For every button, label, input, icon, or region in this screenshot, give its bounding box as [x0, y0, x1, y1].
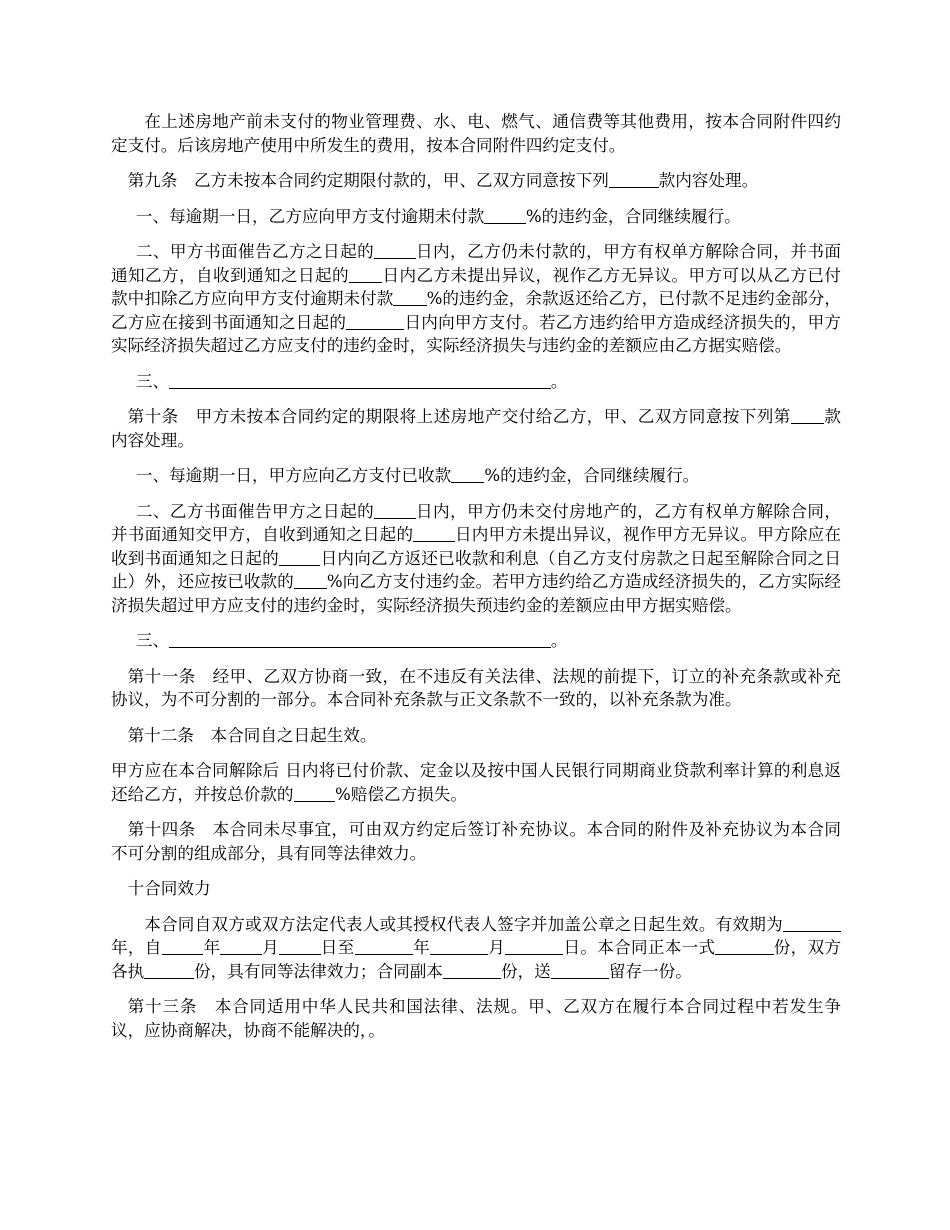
paragraph-text: 日内乙方未提出异议，视作乙方无异议。甲方可以从乙方已付款中扣除乙方应向甲方支付逾期未付款 [111, 265, 841, 308]
paragraph-text: 款内容处理。 [658, 171, 759, 190]
article-9 [111, 169, 841, 193]
paragraph-text: 日内，甲方仍未交付房地产的，乙方有权单方解除合同，并书面通知交甲方，自收到通知之日起的 [111, 501, 841, 544]
validity-paragraph [111, 913, 841, 984]
paragraph-text: 份，送 [500, 961, 551, 981]
article-10-clause-1 [111, 464, 841, 488]
article-10 [111, 405, 841, 452]
article-9-clause-2 [111, 240, 841, 358]
blank-line [355, 937, 413, 955]
paragraph-text: %的违约金，余款返还给乙方，已付款不足违约金部分，乙方应在接到书面通知之日起的 [111, 289, 841, 332]
article-10-clause-3 [111, 629, 841, 653]
blank-line [430, 937, 488, 955]
paragraph-text: 日内向甲方支付。若乙方违约给甲方造成经济损失的，甲方实际经济损失超过乙方应支付的违约金时，实际经济损失与违约金的差额应由乙方据实赔偿。 [111, 312, 842, 355]
paragraph-text: 第十条 甲方未按本合同约定的期限将上述房地产交付给乙方，甲、乙双方同意按下列第 [127, 407, 791, 426]
document-body [111, 110, 841, 1054]
paragraph-text: 。 [550, 631, 568, 650]
paragraph-text: 一、每逾期一日，乙方应向甲方支付逾期未付款 [135, 206, 485, 226]
paragraph-text: 份，具有同等法律效力；合同副本 [193, 961, 443, 981]
blank-line [279, 548, 321, 566]
paragraph-text: 日内，乙方仍未付款的，甲方有权单方解除合同，并书面通知乙方，自收到通知之日起的 [111, 242, 841, 285]
paragraph-text: 第十一条 经甲、乙双方协商一致，在不违反有关法律、法规的前提下，订立的补充条款或补充协议，为不可分割的一部分。本合同补充条款与正文条款不一致的，以补充条款为准。 [111, 666, 841, 709]
article-12 [111, 724, 841, 748]
article-10-clause-2 [111, 500, 841, 618]
paragraph-text: 年 [203, 938, 221, 957]
section-heading [111, 877, 841, 901]
paragraph-text: 第九条 乙方未按本合同约定期限付款的，甲、乙双方同意按下列 [127, 171, 609, 190]
blank-line [505, 937, 563, 955]
article-13 [111, 995, 841, 1042]
paragraph-text: 三、 [135, 371, 170, 391]
heading-text: 十合同效力 [127, 879, 211, 898]
blank-line [144, 961, 194, 979]
paragraph-text: 二、乙方书面催告甲方之日起的 [135, 501, 375, 521]
article-9-clause-3 [111, 370, 841, 394]
blank-line [551, 961, 609, 979]
article-9-clause-1 [111, 205, 841, 229]
paragraph-text: 月 [487, 938, 506, 957]
blank-line [791, 406, 824, 424]
paragraph-text: 年，自 [111, 938, 162, 957]
paragraph-text: 款内容处理。 [111, 407, 842, 450]
paragraph-text: 份，双方各执 [111, 938, 842, 981]
blank-line [451, 465, 484, 483]
blank-line [374, 501, 416, 519]
blank-line [279, 937, 321, 955]
paragraph-text: 日至 [320, 938, 355, 957]
blank-line [349, 265, 382, 283]
paragraph-text: 三、 [135, 631, 170, 650]
paragraph-text: 日。本合同正本一式 [563, 938, 716, 957]
blank-line [413, 524, 455, 542]
blank-line [374, 241, 416, 259]
blank-line [346, 312, 404, 330]
paragraph-text: %赔偿乙方损失。 [335, 784, 467, 804]
paragraph-fees [111, 110, 841, 157]
paragraph-text: %的违约金，合同继续履行。 [484, 466, 700, 485]
blank-line [220, 937, 262, 955]
paragraph-text: %向乙方支付违约金。若甲方违约给乙方造成经济损失的，乙方实际经济损失超过甲方应支付的违约金时，实际经济损失预违约金的差额应由甲方据实赔偿。 [111, 572, 842, 615]
paragraph-text: 第十二条 本合同自之日起生效。 [127, 725, 377, 745]
paragraph-text: 日内向乙方返还已收款和利息（自乙方支付房款之日起至解除合同之日止）外，还应按已收款的 [111, 548, 842, 591]
paragraph-text: 一、每逾期一日，甲方应向乙方支付已收款 [135, 466, 452, 485]
blank-line [294, 784, 336, 802]
paragraph-text: 第十四条 本合同未尽事宜，可由双方约定后签订补充协议。本合同的附件及补充协议为本合同不可分割的组成部分，具有同等法律效力。 [111, 820, 841, 863]
paragraph-text: 二、甲方书面催告乙方之日起的 [135, 242, 375, 261]
article-11 [111, 665, 841, 712]
paragraph-text: 在上述房地产前未支付的物业管理费、水、电、燃气、通信费等其他费用，按本合同附件四约定支付。后该房地产使用中所发生的费用，按本合同附件四约定支付。 [111, 112, 841, 155]
paragraph-text: 日内甲方未提出异议，视作甲方无异议。甲方除应在收到书面通知之日起的 [111, 525, 842, 568]
blank-line [484, 206, 526, 224]
paragraph-text: 年 [412, 938, 430, 957]
blank-line [162, 937, 204, 955]
article-14 [111, 818, 841, 865]
blank-line [783, 914, 841, 932]
paragraph-text: %的违约金，合同继续履行。 [525, 206, 741, 226]
blank-line [715, 937, 773, 955]
paragraph-text: 第十三条 本合同适用中华人民共和国法律、法规。甲、乙双方在履行本合同过程中若发生争议，应协商解决，协商不能解决的，。 [111, 997, 841, 1040]
blank-line [609, 170, 659, 188]
paragraph-text: 月 [261, 938, 279, 957]
paragraph-text: 。 [550, 371, 568, 391]
blank-line [294, 571, 327, 589]
paragraph-text: 本合同自双方或双方法定代表人或其授权代表人签字并加盖公章之日起生效。有效期为 [144, 914, 783, 934]
blank-line [443, 961, 501, 979]
paragraph-text: 留存一份。 [608, 961, 692, 981]
blank-line [169, 630, 551, 648]
blank-line [169, 371, 551, 389]
refund-paragraph [111, 759, 841, 806]
paragraph-text: 甲方应在本合同解除后 日内将已付价款、定金以及按中国人民银行同期商业贷款利率计算的利息返还给乙方，并按总价款的 [111, 761, 841, 804]
blank-line [393, 288, 426, 306]
